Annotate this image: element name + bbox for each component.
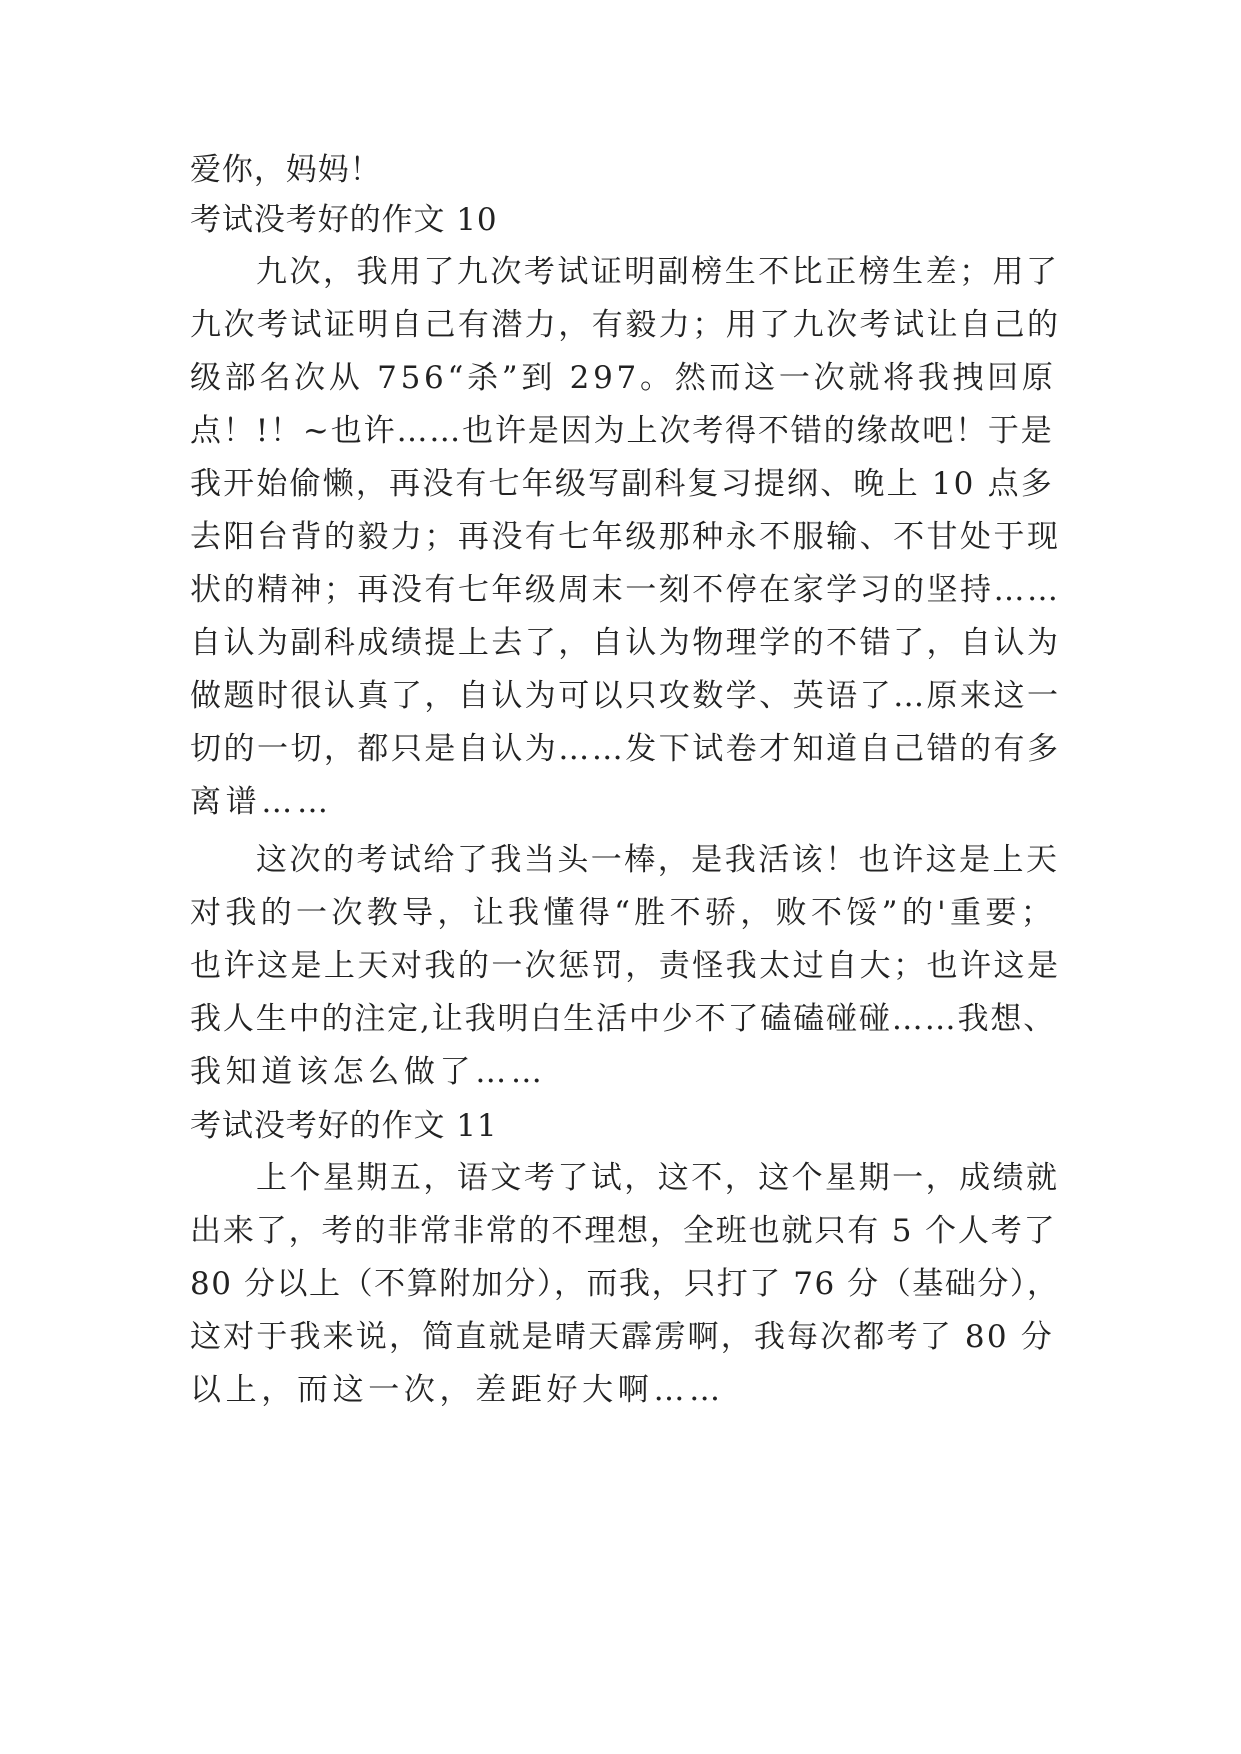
section-heading: 考试没考好的作文 11 <box>190 1108 498 1144</box>
paragraph-line: 以上，而这一次，差距好大啊…… <box>190 1372 725 1408</box>
paragraph-line: 也许这是上天对我的一次惩罚，责怪我太过自大；也许这是 <box>190 948 1061 984</box>
paragraph-line: 去阳台背的毅力；再没有七年级那种永不服输、不甘处于现 <box>190 519 1061 555</box>
paragraph-line: 我知道该怎么做了…… <box>190 1054 547 1090</box>
paragraph-line: 九次，我用了九次考试证明副榜生不比正榜生差；用了 <box>256 254 1060 290</box>
paragraph-line: 九次考试证明自己有潜力，有毅力；用了九次考试让自己的 <box>190 307 1061 343</box>
paragraph-line: 80 分以上（不算附加分），而我，只打了 76 分（基础分）， <box>190 1266 1060 1302</box>
paragraph-line: 我开始偷懒，再没有七年级写副科复习提纲、晚上 10 点多 <box>190 466 1054 502</box>
paragraph-line: 这次的考试给了我当头一棒，是我活该！也许这是上天 <box>256 842 1060 878</box>
closing-line: 爱你，妈妈！ <box>190 152 382 188</box>
paragraph-line: 级部名次从 756“杀”到 297。然而这一次就将我拽回原 <box>190 360 1057 396</box>
section-heading: 考试没考好的作文 10 <box>190 202 498 238</box>
paragraph-line: 切的一切，都只是自认为……发下试卷才知道自己错的有多 <box>190 731 1061 767</box>
paragraph-line: 出来了，考的非常非常的不理想，全班也就只有 5 个人考了 <box>190 1213 1057 1249</box>
paragraph-line: 离谱…… <box>190 784 333 820</box>
paragraph-line: 我人生中的注定,让我明白生活中少不了磕磕碰碰……我想、 <box>190 1001 1057 1037</box>
paragraph-line: 做题时很认真了，自认为可以只攻数学、英语了…原来这一 <box>190 678 1061 714</box>
paragraph-line: 上个星期五，语文考了试，这不，这个星期一，成绩就 <box>256 1160 1060 1196</box>
paragraph-line: 对我的一次教导，让我懂得“胜不骄，败不馁”的'重要； <box>190 895 1057 931</box>
paragraph-line: 自认为副科成绩提上去了，自认为物理学的不错了，自认为 <box>190 625 1061 661</box>
paragraph-line: 状的精神；再没有七年级周末一刻不停在家学习的坚持…… <box>190 572 1061 608</box>
paragraph-line: 这对于我来说，简直就是晴天霹雳啊，我每次都考了 80 分 <box>190 1319 1054 1355</box>
paragraph-line: 点！!！~也许……也许是因为上次考得不错的缘故吧！于是 <box>190 413 1054 449</box>
